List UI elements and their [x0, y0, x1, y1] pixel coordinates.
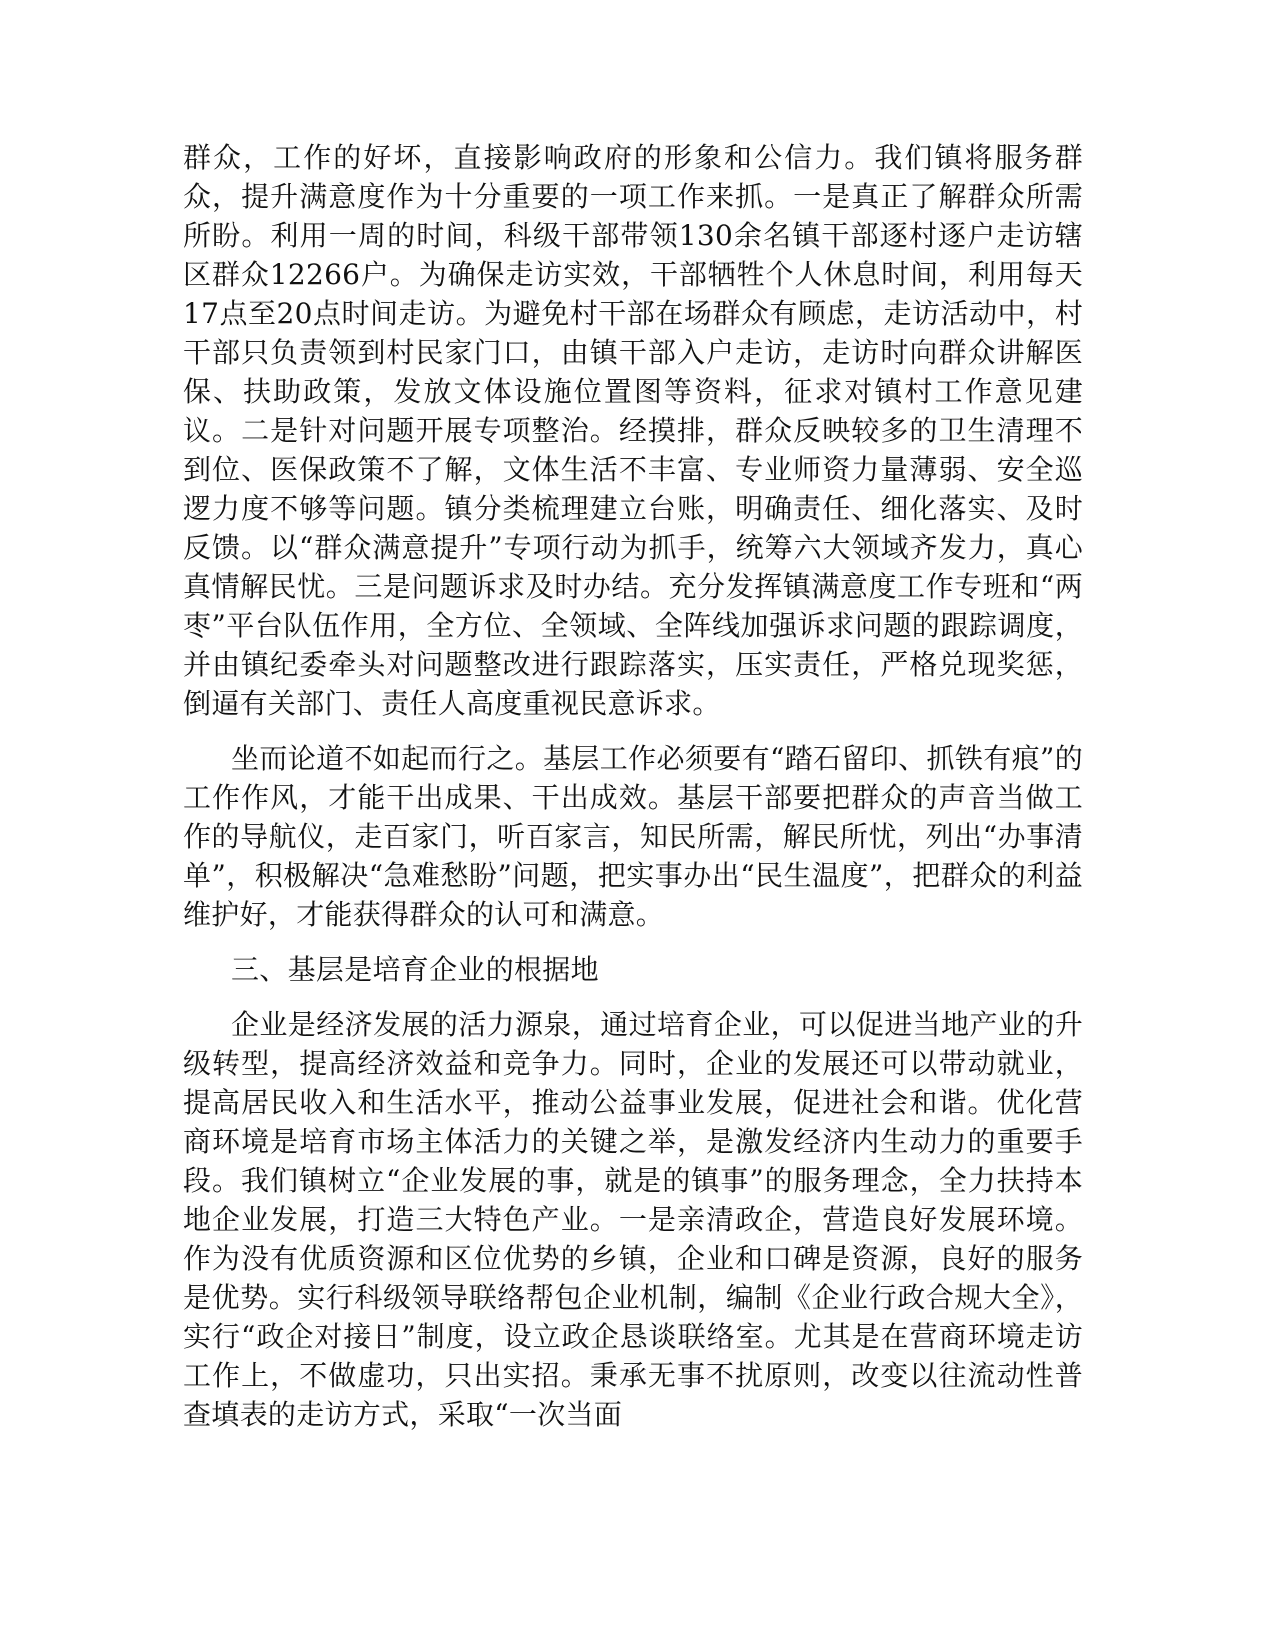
paragraph: 企业是经济发展的活力源泉，通过培育企业，可以促进当地产业的升级转型，提高经济效益和竞争力。同时，企业的发展还可以带动就业，提高居民收入和生活水平，推动公益事业发展，促进社会和谐。优化营商环境是培育市场主体活力的关键之举，是激发经济内生动力的重要手段。我们镇树立“企业发展的事，就是的镇事”的服务理念，全力扶持本地企业发展，打造三大特色产业。一是亲清政企，营造良好发展环境。作为没有优质资源和区位优势的乡镇，企业和口碑是资源，良好的服务是优势。实行科级领导联络帮包企业机制，编制《企业行政合规大全》，实行“政企对接日”制度，设立政企恳谈联络室。尤其是在营商环境走访工作上，不做虚功，只出实招。秉承无事不扰原则，改变以往流动性普查填表的走访方式，采取“一次当面	[183, 1008, 1083, 1431]
section-heading: 三、基层是培育企业的根据地	[231, 953, 599, 986]
paragraph-continued: 群众，工作的好坏，直接影响政府的形象和公信力。我们镇将服务群众，提升满意度作为十分重要的一项工作来抓。一是真正了解群众所需所盼。利用一周的时间，科级干部带领130余名镇干部逐村逐户走访辖区群众12266户。为确保走访实效，干部牺牲个人休息时间，利用每天17点至20点时间走访。为避免村干部在场群众有顾虑，走访活动中，村干部只负责领到村民家门口，由镇干部入户走访，走访时向群众讲解医保、扶助政策，发放文体设施位置图等资料，征求对镇村工作意见建议。二是针对问题开展专项整治。经摸排，群众反映较多的卫生清理不到位、医保政策不了解，文体生活不丰富、专业师资力量薄弱、安全巡逻力度不够等问题。镇分类梳理建立台账，明确责任、细化落实、及时反馈。以“群众满意提升”专项行动为抓手，统筹六大领域齐发力，真心真情解民忧。三是问题诉求及时办结。充分发挥镇满意度工作专班和“两枣”平台队伍作用，全方位、全领域、全阵线加强诉求问题的跟踪调度，并由镇纪委牵头对问题整改进行跟踪落实，压实责任，严格兑现奖惩，倒逼有关部门、责任人高度重视民意诉求。	[183, 141, 1083, 720]
document-body	[183, 138, 1083, 1450]
paragraph: 坐而论道不如起而行之。基层工作必须要有“踏石留印、抓铁有痕”的工作作风，才能干出成果、干出成效。基层干部要把群众的声音当做工作的导航仪，走百家门，听百家言，知民所需，解民所忧，列出“办事清单”，积极解决“急难愁盼”问题，把实事办出“民生温度”，把群众的利益维护好，才能获得群众的认可和满意。	[183, 742, 1083, 931]
